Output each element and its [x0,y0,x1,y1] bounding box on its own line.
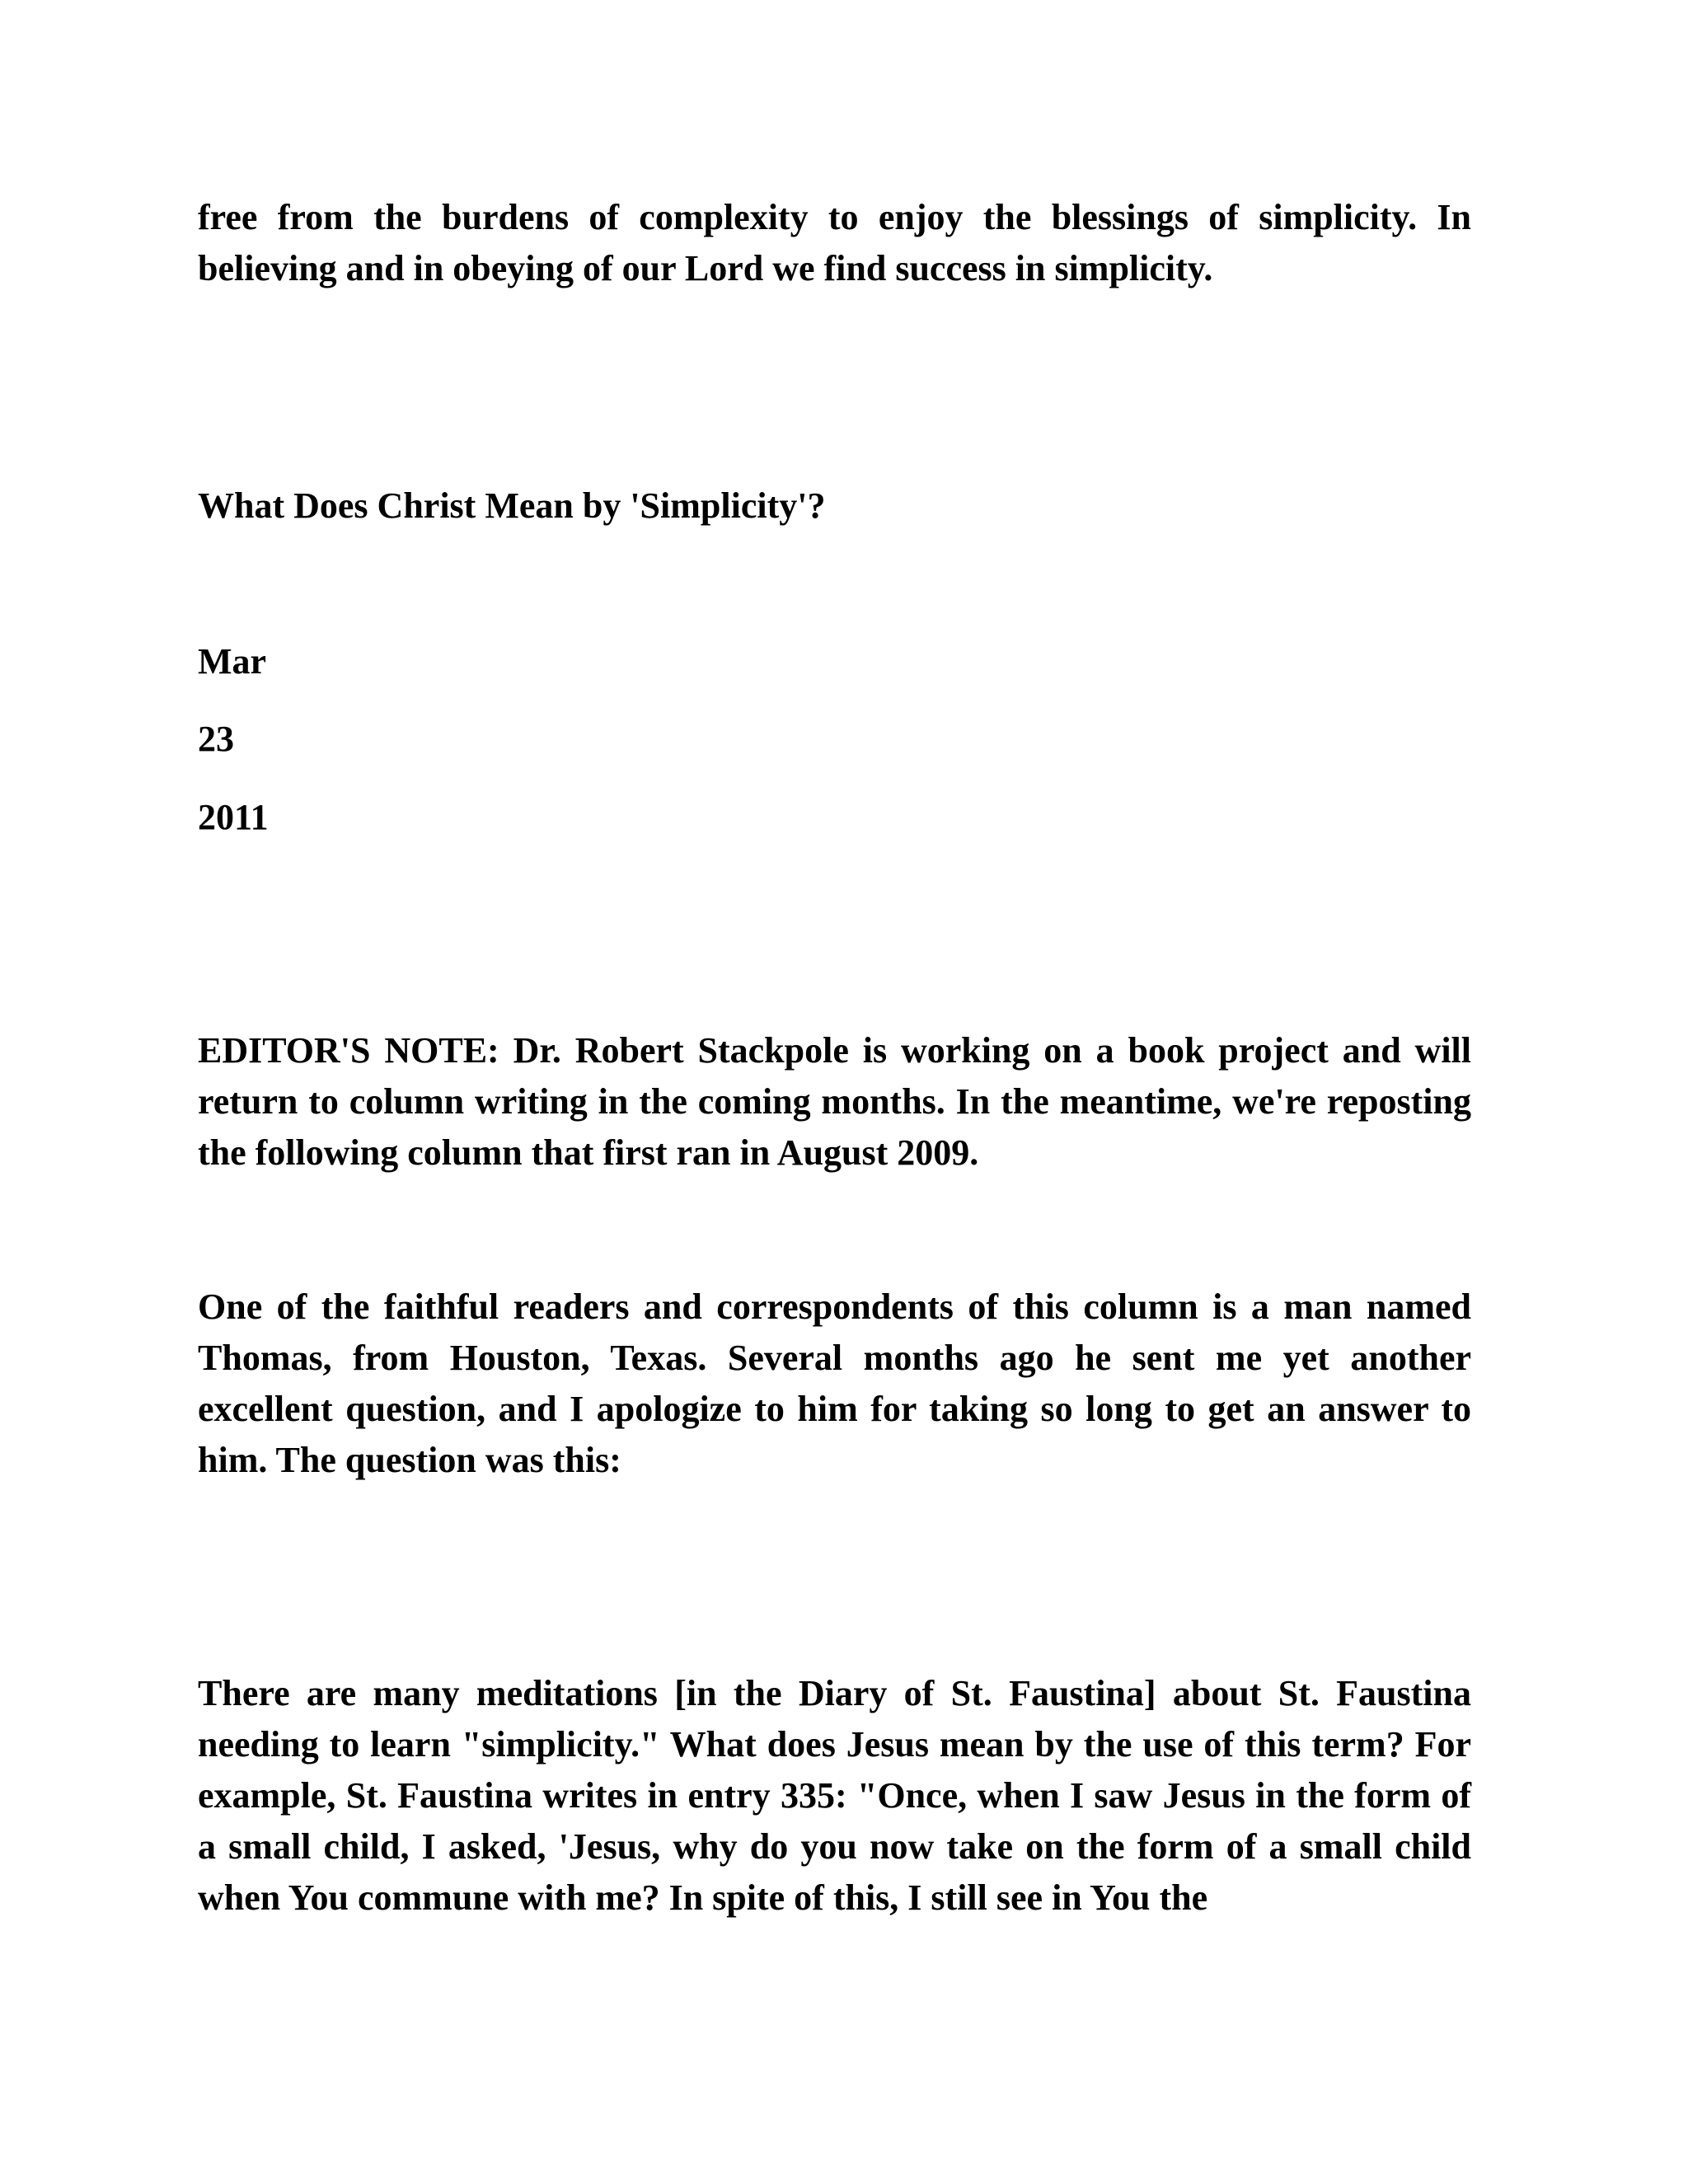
intro-line-2: believing and in obeying of our Lord we find success in simplicity. [198,248,1213,288]
body-paragraph: One of the faithful readers and correspondents of this column is a man named Thomas, from Houston, Texas. Several months ago he sent me yet another excellent question, and I apologize to him for taking so long to get an answer to him. The question was this: [198,1286,1471,1480]
date-month: Mar [198,641,267,682]
article-title: What Does Christ Mean by 'Simplicity'? [198,485,826,526]
editors-note: EDITOR'S NOTE: Dr. Robert Stackpole is working on a book project and will return to column writing in the coming months. In the meantime, we're reposting the following column that first ran in August 2009. [198,1030,1471,1173]
date-year: 2011 [198,797,269,837]
intro-line-1: free from the burdens of complexity to enjoy the blessings of simplicity. In [198,197,1471,237]
intro-paragraph [198,192,1471,294]
date-day: 23 [198,719,234,759]
question-paragraph: There are many meditations [in the Diary of St. Faustina] about St. Faustina needing to learn "simplicity." What does Jesus mean by the use of this term? For example, St. Faustina writes in entry 335: "Once, when I saw Jesus in the form of a small child, I asked, 'Jesus, why do you now take on the form of a small child when You commune with me? In spite of this, I still see in You the [198,1673,1471,1918]
